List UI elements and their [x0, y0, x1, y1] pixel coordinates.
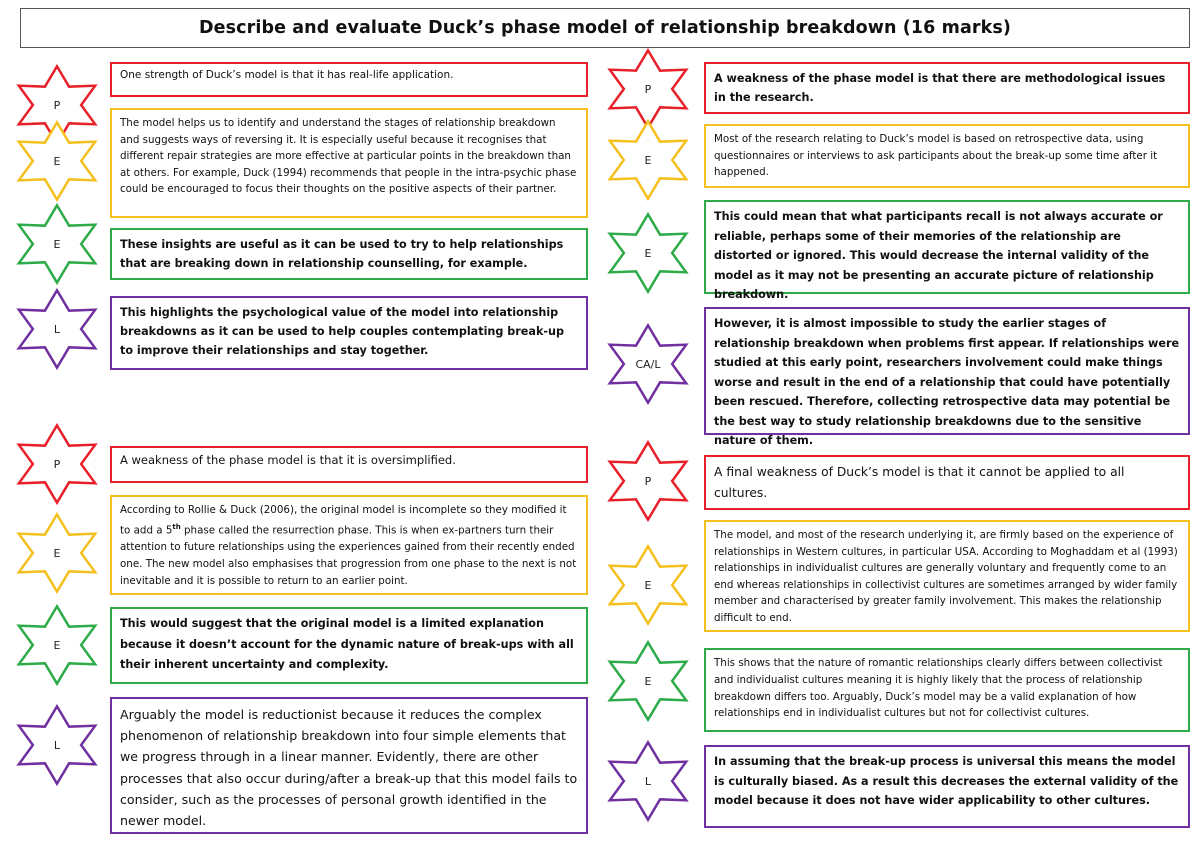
star-e-icon	[12, 513, 102, 593]
link-box: Arguably the model is reductionist because it reduces the complex phenomenon of relationship breakdown into four simple elements that we progress through in a linear manner. Evidently, there are other processes that also occur during/after a break-up that this model fails to consider, such as the processes of personal growth identified in the newer model.	[110, 697, 588, 834]
evidence-box: Most of the research relating to Duck’s model is based on retrospective data, using questionnaires or interviews to ask participants about the break-up some time after it happened.	[704, 124, 1190, 188]
evidence-box: The model, and most of the research underlying it, are firmly based on the experience of relationships in Western cultures, in particular USA. According to Moghaddam et al (1993) relationships in individualist cultures are generally voluntary and frequently come to an end whereas relationships in collectivist cultures are sometimes arranged by wider family member and characterised by greater family involvement. This makes the relationship difficult to end.	[704, 520, 1190, 632]
star-label: E	[53, 237, 61, 251]
star-label: P	[53, 98, 61, 112]
page-title: Describe and evaluate Duck’s phase model of relationship breakdown (16 marks)	[20, 8, 1190, 48]
star-label: L	[53, 322, 61, 336]
star-label: E	[644, 578, 652, 592]
star-label: L	[53, 738, 61, 752]
star-label: P	[644, 82, 652, 96]
star-label: E	[644, 674, 652, 688]
star-e-icon	[603, 213, 693, 293]
star-label: E	[53, 154, 61, 168]
explanation-box: This would suggest that the original model is a limited explanation because it doesn’t account for the dynamic nature of break-ups with all their inherent uncertainty and complexity.	[110, 607, 588, 684]
counter-argument-box: However, it is almost impossible to study the earlier stages of relationship breakdown when problems first appear. If relationships were studied at this early point, researchers involvement could make things worse and result in the end of a relationship that could have potentially been rescued. Therefore, collecting retrospective data may potential be the best way to study relationship breakdowns due to the sensitive nature of them.	[704, 307, 1190, 435]
evidence-box: The model helps us to identify and understand the stages of relationship breakdown and suggests ways of reversing it. It is especially useful because it recognises that different repair strategies are more effective at particular points in the breakdown than at others. For example, Duck (1994) recommends that people in the intra-psychic phase could be encouraged to focus their thoughts on the positive aspects of their partner.	[110, 108, 588, 218]
star-label: P	[644, 474, 652, 488]
superscript: th	[172, 523, 181, 531]
star-label: P	[53, 457, 61, 471]
explanation-box: This shows that the nature of romantic relationships clearly differs between collectivist and individualist cultures meaning it is highly likely that the process of relationship breakdown differs too. Arguably, Duck’s model may be a valid explanation of how relationships end in individualist cultures but not for collectivist cultures.	[704, 648, 1190, 732]
star-e-icon	[603, 545, 693, 625]
explanation-box: This could mean that what participants recall is not always accurate or reliable, perhaps some of their memories of the relationship are distorted or ignored. This would decrease the internal validity of the model as it may not be presenting an accurate picture of relationship breakdown.	[704, 200, 1190, 294]
star-label: E	[53, 638, 61, 652]
star-p-icon	[603, 441, 693, 521]
explanation-box: These insights are useful as it can be used to try to help relationships that are breaking down in relationship counselling, for example.	[110, 228, 588, 280]
star-e-icon	[603, 120, 693, 200]
point-box: A weakness of the phase model is that it is oversimplified.	[110, 446, 588, 483]
star-p-icon	[12, 424, 102, 504]
link-box: In assuming that the break-up process is universal this means the model is culturally biased. As a result this decreases the external validity of the model because it does not have wider applicability to other cultures.	[704, 745, 1190, 828]
star-e-icon	[12, 605, 102, 685]
star-cal-icon	[603, 324, 693, 404]
point-box: One strength of Duck’s model is that it has real-life application.	[110, 62, 588, 97]
star-l-icon	[12, 289, 102, 369]
evidence-text-end: phase called the resurrection phase. This is when ex-partners turn their attention to future relationships using the experiences gained from their recently ended one. The new model also emphasises that progression from one phase to the next is not inevitable and it is possible to return to an earlier point.	[120, 524, 577, 588]
star-l-icon	[12, 705, 102, 785]
star-e-icon	[12, 121, 102, 201]
point-box: A weakness of the phase model is that there are methodological issues in the research.	[704, 62, 1190, 114]
star-l-icon	[603, 741, 693, 821]
evidence-text-start: According to Rollie & Duck (2006), the original model is incomplete so they modified it to add a 5	[120, 504, 567, 537]
star-label: E	[644, 153, 652, 167]
star-label: CA/L	[635, 357, 661, 371]
link-box: This highlights the psychological value of the model into relationship breakdowns as it can be used to help couples contemplating break-up to improve their relationships and stay together.	[110, 296, 588, 370]
star-e-icon	[603, 641, 693, 721]
star-label: E	[644, 246, 652, 260]
star-label: E	[53, 546, 61, 560]
star-label: L	[644, 774, 652, 788]
star-e-icon	[12, 204, 102, 284]
evidence-box	[110, 495, 588, 595]
star-p-icon	[603, 49, 693, 129]
point-box: A final weakness of Duck’s model is that it cannot be applied to all cultures.	[704, 455, 1190, 510]
